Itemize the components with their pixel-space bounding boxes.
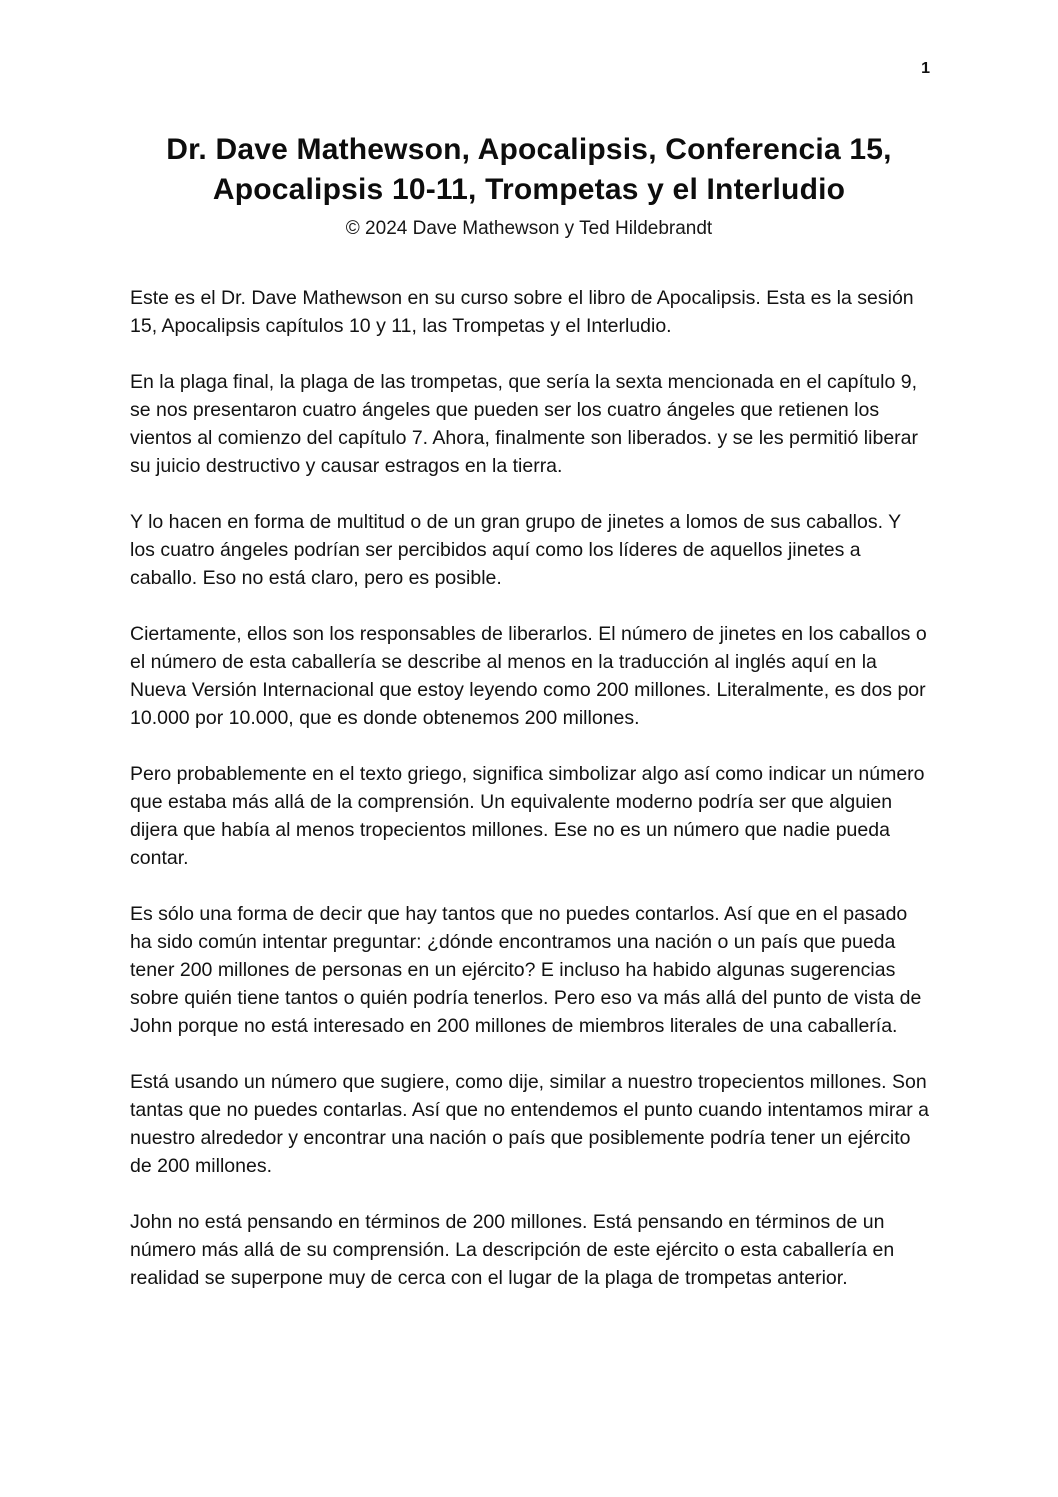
document-header: [0, 0, 1058, 240]
document-title: [0, 130, 1058, 210]
title-line-2: Apocalipsis 10-11, Trompetas y el Interludio: [212, 173, 846, 206]
title-line-1: Dr. Dave Mathewson, Apocalipsis, Conferencia 15,: [166, 133, 892, 166]
paragraph-4: Ciertamente, ellos son los responsables de liberarlos. El número de jinetes en los caballos o el número de esta caballería se describe al menos en la traducción al inglés aquí en la Nueva Versión Internacional que estoy leyendo como 200 millones. Literalmente, es dos por 10.000 por 10.000, que es donde obtenemos 200 millones.: [130, 623, 927, 729]
paragraph-2: En la plaga final, la plaga de las trompetas, que sería la sexta mencionada en el capítulo 9, se nos presentaron cuatro ángeles que pueden ser los cuatro ángeles que retienen los vientos al comienzo del capítulo 7. Ahora, finalmente son liberados. y se les permitió liberar su juicio destructivo y causar estragos en la tierra.: [130, 371, 918, 477]
paragraph-1: Este es el Dr. Dave Mathewson en su curso sobre el libro de Apocalipsis. Esta es la sesión 15, Apocalipsis capítulos 10 y 11, las Trompetas y el Interludio.: [130, 287, 914, 337]
paragraph-3: Y lo hacen en forma de multitud o de un gran grupo de jinetes a lomos de sus caballos. Y los cuatro ángeles podrían ser percibidos aquí como los líderes de aquellos jinetes a caballo. Eso no está claro, pero es posible.: [130, 511, 901, 589]
paragraph-8: John no está pensando en términos de 200 millones. Está pensando en términos de un número más allá de su comprensión. La descripción de este ejército o esta caballería en realidad se superpone muy de cerca con el lugar de la plaga de trompetas anterior.: [130, 1211, 895, 1289]
document-body: [130, 284, 930, 1292]
paragraph-6: Es sólo una forma de decir que hay tantos que no puedes contarlos. Así que en el pasado ha sido común intentar preguntar: ¿dónde encontramos una nación o un país que pueda tener 200 millones de personas en un ejército? E incluso ha habido algunas sugerencias sobre quién tiene tantos o quién podría tenerlos. Pero eso va más allá del punto de vista de John porque no está interesado en 200 millones de miembros literales de una caballería.: [130, 903, 922, 1037]
paragraph-5: Pero probablemente en el texto griego, significa simbolizar algo así como indicar un número que estaba más allá de la comprensión. Un equivalente moderno podría ser que alguien dijera que había al menos tropecientos millones. Ese no es un número que nadie pueda contar.: [130, 763, 925, 869]
paragraph-7: Está usando un número que sugiere, como dije, similar a nuestro tropecientos millones. Son tantas que no puedes contarlas. Así que no entendemos el punto cuando intentamos mirar a nuestro alrededor y encontrar una nación o país que posiblemente podría tener un ejército de 200 millones.: [130, 1071, 929, 1177]
page-number: 1: [921, 60, 930, 77]
copyright-byline: © 2024 Dave Mathewson y Ted Hildebrandt: [345, 218, 713, 239]
